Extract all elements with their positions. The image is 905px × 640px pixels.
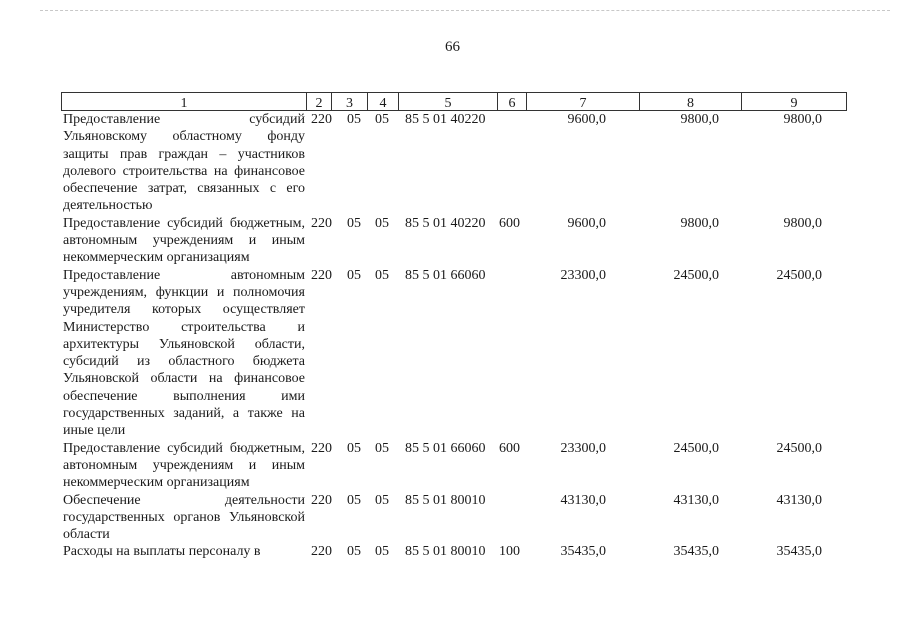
- row-code-col-4: 05: [375, 112, 389, 127]
- row-code-col-4: 05: [375, 544, 389, 560]
- table-row: [61, 111, 847, 215]
- row-amount-col-7: 23300,0: [560, 440, 606, 456]
- row-code-col-5: 85 5 01 80010: [405, 544, 486, 560]
- row-code-col-2: 220: [311, 492, 332, 508]
- row-amount-col-9: 9800,0: [783, 112, 822, 127]
- row-amount-col-9: 35435,0: [776, 544, 822, 560]
- table-row: [61, 543, 847, 560]
- header-col-6: 6: [498, 93, 527, 110]
- row-code-col-3: 05: [347, 267, 361, 283]
- row-code-col-2: 220: [311, 215, 332, 231]
- table-header-row: [61, 92, 847, 111]
- row-amount-col-8: 43130,0: [673, 492, 719, 508]
- row-code-col-2: 220: [311, 544, 332, 560]
- header-col-1: 1: [62, 93, 307, 110]
- row-code-col-2: 220: [311, 440, 332, 456]
- table-row: [61, 492, 847, 544]
- row-code-col-2: 220: [311, 267, 332, 283]
- budget-table: [61, 92, 847, 561]
- row-description: Расходы на выплаты персоналу в: [63, 544, 261, 560]
- row-code-col-5: 85 5 01 66060: [405, 440, 486, 456]
- row-description: Предоставление субсидий Ульяновскому областному фонду защиты прав граждан – участников долевого строительства на финансовое обеспечение затрат, связанных с его деятельностью: [63, 112, 305, 214]
- header-col-3: 3: [332, 93, 368, 110]
- row-code-col-3: 05: [347, 544, 361, 560]
- row-description: Предоставление автономным учреждениям, функции и полномочия учредителя которых осуществляет Министерство строительства и архитектуры Ульяновской области, субсидий из областного бюджета Ульяновской области на финансовое обеспечение выполнения ими государственных заданий, а также на иные цели: [63, 267, 305, 439]
- row-description: Предоставление субсидий бюджетным, автономным учреждениям и иным некоммерческим организациям: [63, 215, 305, 266]
- header-col-7: 7: [527, 93, 640, 110]
- header-col-2: 2: [307, 93, 332, 110]
- row-amount-col-8: 24500,0: [673, 440, 719, 456]
- row-code-col-3: 05: [347, 112, 361, 127]
- row-code-col-5: 85 5 01 66060: [405, 267, 486, 283]
- header-col-9: 9: [790, 96, 798, 111]
- row-code-col-6: 100: [499, 544, 520, 560]
- header-col-8: 8: [640, 93, 742, 110]
- row-code-col-3: 05: [347, 215, 361, 231]
- row-code-col-5: 85 5 01 40220: [405, 215, 486, 231]
- row-amount-col-9: 24500,0: [776, 440, 822, 456]
- row-description: Предоставление субсидий бюджетным, автономным учреждениям и иным некоммерческим организациям: [63, 440, 305, 491]
- row-code-col-6: 600: [499, 215, 520, 231]
- row-description: Обеспечение деятельности государственных органов Ульяновской области: [63, 492, 305, 543]
- row-code-col-6: 600: [499, 440, 520, 456]
- row-code-col-3: 05: [347, 440, 361, 456]
- row-amount-col-8: 24500,0: [673, 267, 719, 283]
- row-code-col-5: 85 5 01 80010: [405, 492, 486, 508]
- row-code-col-4: 05: [375, 492, 389, 508]
- header-col-4: 4: [368, 93, 399, 110]
- table-row: [61, 267, 847, 440]
- row-code-col-4: 05: [375, 267, 389, 283]
- row-code-col-5: 85 5 01 40220: [405, 112, 486, 127]
- row-amount-col-9: 43130,0: [776, 492, 822, 508]
- row-code-col-2: 220: [311, 112, 332, 127]
- page-top-rule: [40, 10, 890, 11]
- row-amount-col-8: 9800,0: [680, 215, 719, 231]
- row-amount-col-7: 23300,0: [560, 267, 606, 283]
- row-code-col-4: 05: [375, 215, 389, 231]
- header-col-5: 5: [399, 93, 498, 110]
- row-amount-col-7: 35435,0: [560, 544, 606, 560]
- row-amount-col-7: 43130,0: [560, 492, 606, 508]
- row-amount-col-7: 9600,0: [567, 112, 606, 127]
- table-row: [61, 440, 847, 492]
- page-number: 66: [445, 39, 460, 55]
- row-amount-col-9: 24500,0: [776, 267, 822, 283]
- table-body: [61, 111, 847, 561]
- row-amount-col-8: 35435,0: [673, 544, 719, 560]
- row-amount-col-8: 9800,0: [680, 112, 719, 127]
- table-row: [61, 215, 847, 267]
- row-amount-col-7: 9600,0: [567, 215, 606, 231]
- row-amount-col-9: 9800,0: [783, 215, 822, 231]
- row-code-col-3: 05: [347, 492, 361, 508]
- row-code-col-4: 05: [375, 440, 389, 456]
